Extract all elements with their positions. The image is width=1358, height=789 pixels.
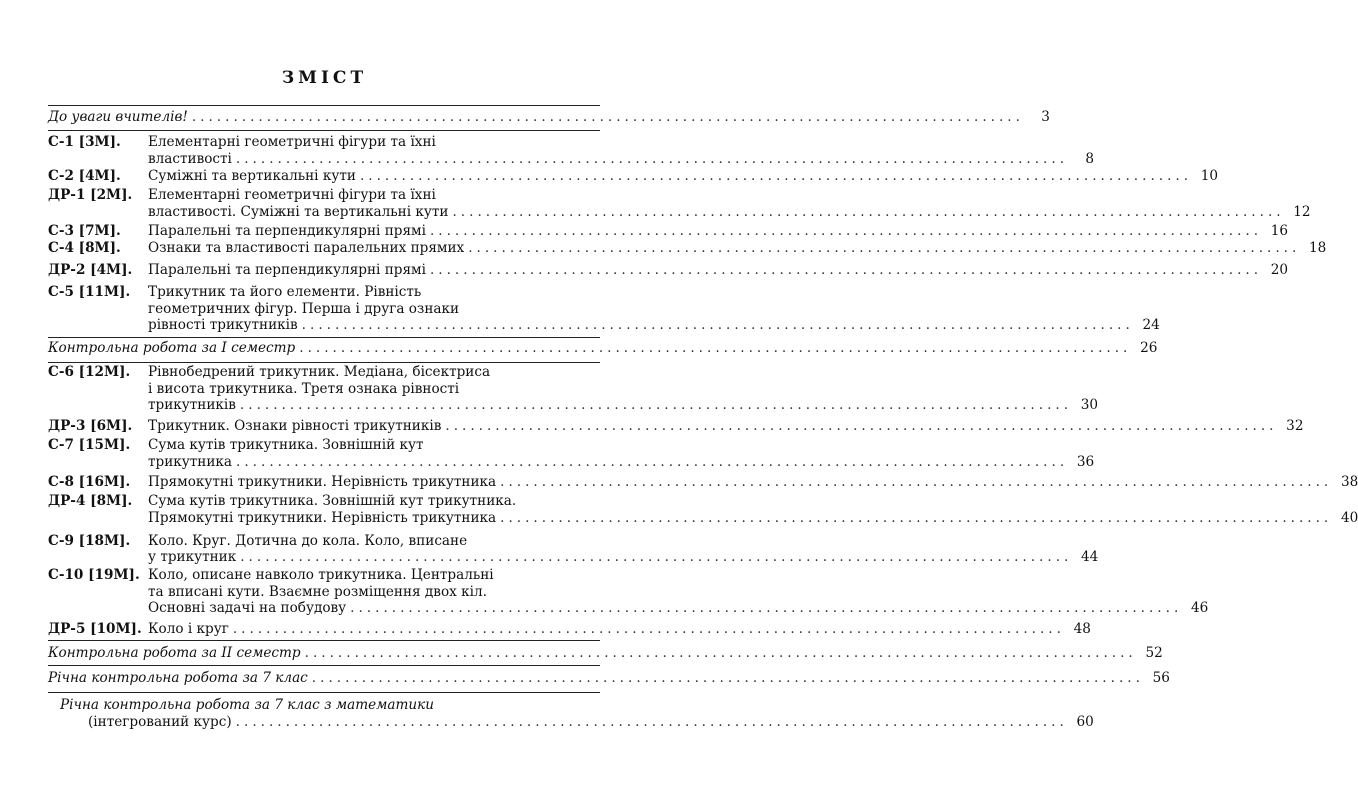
dot-leader: .................................................................................................... (500, 474, 1333, 490)
dot-leader: .................................................................................................... (236, 454, 1069, 470)
toc-page-number: 30 (1080, 397, 1099, 413)
toc-page-number: 38 (1340, 474, 1358, 490)
toc-entry-title: Трикутник. Ознаки рівності трикутників (148, 418, 442, 434)
toc-page-number: 26 (1140, 340, 1158, 356)
toc-entry[interactable] (88, 714, 1094, 736)
toc-entry-title: Коло і круг (148, 621, 229, 637)
toc-page-number: 52 (1145, 645, 1163, 661)
toc-entry-code: С-5 [11М]. (48, 284, 131, 300)
toc-entry-title: Контрольна робота за II семестр (48, 645, 301, 661)
toc-entry-title-cont: Основні задачі на побудову (148, 600, 347, 616)
toc-entry-title: Контрольна робота за I семестр (48, 340, 296, 356)
dot-leader: .................................................................................................... (350, 600, 1183, 616)
dot-leader: .................................................................................................... (445, 418, 1278, 434)
toc-entry-title: Річна контрольна робота за 7 клас (48, 670, 308, 686)
toc-entry-code: ДР-1 [2М]. (48, 187, 133, 203)
toc-entry[interactable] (148, 621, 1091, 643)
toc-entry-title: Ознаки та властивості паралельних прямих (148, 240, 465, 256)
toc-entry[interactable] (148, 240, 1327, 262)
toc-entry-code: С-8 [16М]. (48, 474, 131, 490)
toc-page-number: 16 (1270, 223, 1289, 239)
toc-entry-title-cont: властивості. Суміжні та вертикальні кути (148, 204, 449, 220)
toc-entry-title-cont: Прямокутні трикутники. Нерівність трикутника (148, 510, 497, 526)
toc-entry-code: С-2 [4М]. (48, 168, 121, 184)
toc-entry-title: Суміжні та вертикальні кути (148, 168, 356, 184)
toc-entry[interactable] (148, 454, 1095, 476)
toc-entry-code: С-1 [3М]. (48, 134, 121, 150)
toc-entry-code: С-3 [7М]. (48, 223, 121, 239)
divider (48, 362, 600, 363)
toc-entry-code: ДР-4 [8М]. (48, 493, 133, 509)
toc-page-number: 32 (1286, 418, 1304, 434)
toc-entry-title: Прямокутні трикутники. Нерівність трикутника (148, 474, 497, 490)
toc-page-number: 36 (1076, 454, 1095, 470)
toc-entry-title-cont: у трикутник (148, 549, 237, 565)
toc-entry-title-cont: властивості (148, 151, 232, 167)
toc-entry-title-cont: трикутника (148, 454, 233, 470)
toc-entry-title: Сума кутів трикутника. Зовнішній кут (148, 437, 424, 453)
toc-entry-title: Паралельні та перпендикулярні прямі (148, 262, 426, 278)
dot-leader: .................................................................................................... (235, 151, 1069, 167)
dot-leader: .................................................................................................... (240, 549, 1073, 565)
toc-entry[interactable] (48, 109, 1050, 131)
toc-entry-code: ДР-3 [6М]. (48, 418, 133, 434)
toc-entry-title-cont: трикутників (148, 397, 236, 413)
toc-entry-title-cont: геометричних фігур. Перша і друга ознаки (148, 301, 460, 317)
dot-leader: .................................................................................................... (239, 397, 1073, 413)
toc-entry-title: Трикутник та його елементи. Рівність (148, 284, 422, 300)
toc-entry-title-cont: і висота трикутника. Третя ознака рівності (148, 381, 460, 397)
toc-entry-title: Коло, описане навколо трикутника. Центральні (148, 567, 494, 583)
toc-page-number: 8 (1085, 151, 1095, 167)
toc-entry[interactable] (148, 600, 1209, 622)
toc-entry-code: С-4 [8М]. (48, 240, 121, 256)
toc-entry[interactable] (48, 340, 1158, 362)
toc-entry-title-cont: та вписані кути. Взаємне розміщення двох кіл. (148, 584, 487, 600)
dot-leader: .................................................................................................... (452, 204, 1285, 220)
dot-leader: .................................................................................................... (359, 168, 1193, 184)
toc-page-number: 48 (1073, 621, 1091, 637)
dot-leader: .................................................................................................... (304, 645, 1137, 661)
dot-leader: .................................................................................................... (311, 670, 1144, 686)
dot-leader: .................................................................................................... (301, 317, 1134, 333)
toc-entry-code: С-10 [19М]. (48, 567, 140, 583)
toc-entry[interactable] (148, 510, 1358, 532)
dot-leader: .................................................................................................... (299, 340, 1132, 356)
dot-leader: .................................................................................................... (468, 240, 1301, 256)
toc-entry-title-cont: рівності трикутників (148, 317, 298, 333)
dot-leader: .................................................................................................... (429, 223, 1263, 239)
divider (48, 692, 600, 693)
toc-entry[interactable] (48, 645, 1163, 667)
toc-page-number: 60 (1076, 714, 1094, 730)
toc-entry-code: ДР-2 [4М]. (48, 262, 133, 278)
toc-entry-title: До уваги вчителів! (48, 109, 188, 125)
toc-entry[interactable] (148, 317, 1160, 339)
page-title: ЗМІСТ (281, 68, 368, 88)
toc-page-number: 12 (1293, 204, 1311, 220)
toc-entry-code: С-6 [12М]. (48, 364, 131, 380)
toc-entry-code: С-7 [15М]. (48, 437, 131, 453)
toc-entry-title: Коло. Круг. Дотична до кола. Коло, вписане (148, 533, 468, 549)
dot-leader: .................................................................................................... (500, 510, 1333, 526)
toc-entry-code: С-9 [18М]. (48, 533, 131, 549)
toc-entry[interactable] (148, 262, 1289, 284)
toc-page-number: 3 (1041, 109, 1050, 125)
toc-entry-title: Паралельні та перпендикулярні прямі (148, 223, 426, 239)
toc-page-number: 10 (1200, 168, 1219, 184)
toc-page-number: 24 (1142, 317, 1160, 333)
toc-entry-title: Сума кутів трикутника. Зовнішній кут трикутника. (148, 493, 517, 509)
toc-page-number: 40 (1340, 510, 1358, 526)
toc-page-number: 46 (1190, 600, 1209, 616)
toc-page-number: 44 (1081, 549, 1099, 565)
dot-leader: .................................................................................................... (429, 262, 1263, 278)
toc-entry-title: Елементарні геометричні фігури та їхні (148, 187, 436, 203)
toc-entry-code: ДР-5 [10М]. (48, 621, 142, 637)
toc-entry-title: Річна контрольна робота за 7 клас з математики (60, 697, 435, 713)
toc-entry[interactable] (148, 397, 1099, 419)
toc-page-number: 20 (1270, 262, 1289, 278)
toc-entry-title: Елементарні геометричні фігури та їхні (148, 134, 436, 150)
toc-page-number: 18 (1309, 240, 1327, 256)
dot-leader: .................................................................................................... (232, 621, 1065, 637)
toc-entry-title-cont: (інтегрований курс) (88, 714, 232, 730)
divider (48, 105, 600, 106)
dot-leader: .................................................................................................... (191, 109, 1024, 125)
toc-entry-title: Рівнобедрений трикутник. Медіана, бісектриса (148, 364, 491, 380)
dot-leader: .................................................................................................... (235, 714, 1068, 730)
toc-entry[interactable] (48, 670, 1170, 692)
toc-page-number: 56 (1152, 670, 1170, 686)
